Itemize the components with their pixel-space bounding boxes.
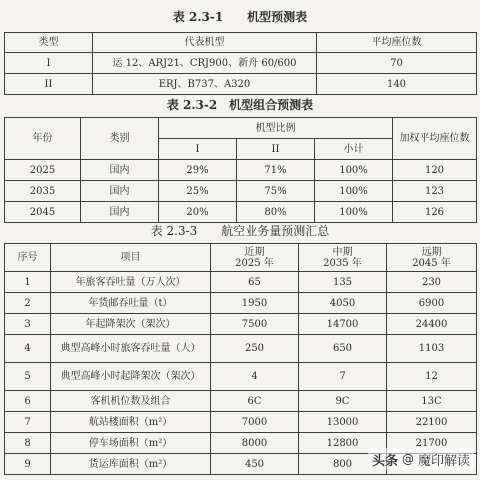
table3-header-mid: 中期 2035 年 — [299, 244, 387, 272]
table3-cell: 6 — [5, 391, 51, 412]
table3-cell: 6C — [211, 391, 299, 412]
table-row — [5, 202, 477, 223]
watermark — [368, 448, 474, 470]
table2 — [4, 117, 477, 223]
table3-cell: 9 — [5, 454, 51, 475]
table2-cell: 100% — [315, 181, 393, 202]
table3-cell: 6900 — [387, 293, 477, 314]
table2-header-type1: I — [159, 139, 237, 160]
watermark-handle: 魔印解读 — [417, 453, 470, 469]
table2-header-row — [5, 118, 477, 139]
table3-cell: 1103 — [387, 335, 477, 363]
table2-cell: 100% — [315, 202, 393, 223]
table3-cell: 135 — [299, 272, 387, 293]
table1-cell: I — [5, 53, 93, 74]
table3-cell: 7 — [299, 363, 387, 391]
toutiao-logo: 头条 — [371, 453, 398, 469]
table3-cell: 典型高峰小时起降架次（架次） — [51, 363, 211, 391]
table2-cell: 29% — [159, 160, 237, 181]
table-row — [5, 335, 477, 363]
table3-cell: 7 — [5, 412, 51, 433]
table-row — [5, 160, 477, 181]
table3-cell: 65 — [211, 272, 299, 293]
table2-cell: 75% — [237, 181, 315, 202]
table3-cell: 4 — [5, 335, 51, 363]
table3-cell: 5 — [5, 363, 51, 391]
table2-cell: 2045 — [5, 202, 81, 223]
table-row — [5, 74, 477, 95]
table2-cell: 71% — [237, 160, 315, 181]
table1-cell: 运 12、ARJ21、CRJ900、新舟 60/600 — [93, 53, 317, 74]
table3-cell: 450 — [211, 454, 299, 475]
table2-cell: 123 — [393, 181, 477, 202]
table3-cell: 年起降架次（架次） — [51, 314, 211, 335]
table3-cell: 1 — [5, 272, 51, 293]
table3-header-item: 项目 — [51, 244, 211, 272]
table2-cell: 20% — [159, 202, 237, 223]
table3 — [4, 243, 477, 475]
table-row — [5, 314, 477, 335]
table2-cell: 80% — [237, 202, 315, 223]
table2-header-subtotal: 小计 — [315, 139, 393, 160]
table3-header-index: 序号 — [5, 244, 51, 272]
table3-cell: 13000 — [299, 412, 387, 433]
table1-cell: 140 — [317, 74, 477, 95]
table2-cell: 100% — [315, 160, 393, 181]
table3-cell: 年货邮吞吐量（t） — [51, 293, 211, 314]
table1-header-seats: 平均座位数 — [317, 33, 477, 53]
table3-cell: 4 — [211, 363, 299, 391]
table2-header-type2: II — [237, 139, 315, 160]
table3-cell: 航站楼面积（m²） — [51, 412, 211, 433]
table-row — [5, 412, 477, 433]
table3-cell: 12800 — [299, 433, 387, 454]
table3-cell: 3 — [5, 314, 51, 335]
table-row — [5, 53, 477, 74]
table3-cell: 4050 — [299, 293, 387, 314]
table2-cell: 120 — [393, 160, 477, 181]
table2-header-weighted: 加权平均座位数 — [393, 118, 477, 160]
table2-cell: 126 — [393, 202, 477, 223]
table3-cell: 230 — [387, 272, 477, 293]
table3-cell: 650 — [299, 335, 387, 363]
table3-cell: 21700 — [387, 433, 477, 454]
table3-cell: 客机机位数及组合 — [51, 391, 211, 412]
at-icon: @ — [401, 452, 414, 466]
table1-header-row — [5, 33, 477, 53]
table-row — [5, 363, 477, 391]
table2-cell: 国内 — [81, 202, 159, 223]
table3-cell: 停车场面积（m²） — [51, 433, 211, 454]
table2-cell: 国内 — [81, 160, 159, 181]
table1-header-model: 代表机型 — [93, 33, 317, 53]
table3-cell: 1950 — [211, 293, 299, 314]
table3-cell: 12 — [387, 363, 477, 391]
table1-cell: 70 — [317, 53, 477, 74]
table3-caption: 表 2.3-3 航空业务量预测汇总 — [150, 224, 330, 238]
table2-cell: 25% — [159, 181, 237, 202]
table-row — [5, 181, 477, 202]
table1 — [4, 32, 477, 95]
table1-caption: 表 2.3-1 机型预测表 — [172, 10, 308, 24]
table2-cell: 2035 — [5, 181, 81, 202]
table1-cell: ERJ、B737、A320 — [93, 74, 317, 95]
table2-cell: 2025 — [5, 160, 81, 181]
table3-cell: 8 — [5, 433, 51, 454]
table3-cell: 22100 — [387, 412, 477, 433]
table-row — [5, 391, 477, 412]
table-row — [5, 272, 477, 293]
table3-cell: 8000 — [211, 433, 299, 454]
table3-cell: 800 — [299, 454, 387, 475]
table2-header-category: 类别 — [81, 118, 159, 160]
table3-cell: 250 — [211, 335, 299, 363]
table3-header-near: 近期 2025 年 — [211, 244, 299, 272]
table1-header-type: 类型 — [5, 33, 93, 53]
table2-cell: 国内 — [81, 181, 159, 202]
table2-header-year: 年份 — [5, 118, 81, 160]
table2-caption: 表 2.3-2 机型组合预测表 — [166, 98, 314, 112]
table3-cell: 13C — [387, 391, 477, 412]
table3-cell: 24400 — [387, 314, 477, 335]
table3-cell: 9C — [299, 391, 387, 412]
table-row — [5, 293, 477, 314]
table1-cell: II — [5, 74, 93, 95]
table3-cell: 年旅客吞吐量（万人次） — [51, 272, 211, 293]
table3-cell: 货运库面积（m²） — [51, 454, 211, 475]
table3-header-far: 远期 2045 年 — [387, 244, 477, 272]
table3-cell: 7000 — [211, 412, 299, 433]
table3-cell: 14700 — [299, 314, 387, 335]
table3-header-row — [5, 244, 477, 272]
table3-cell: 2 — [5, 293, 51, 314]
table3-cell: 7500 — [211, 314, 299, 335]
table3-cell: 典型高峰小时旅客吞吐量（人） — [51, 335, 211, 363]
table2-header-ratio: 机型比例 — [159, 118, 393, 139]
